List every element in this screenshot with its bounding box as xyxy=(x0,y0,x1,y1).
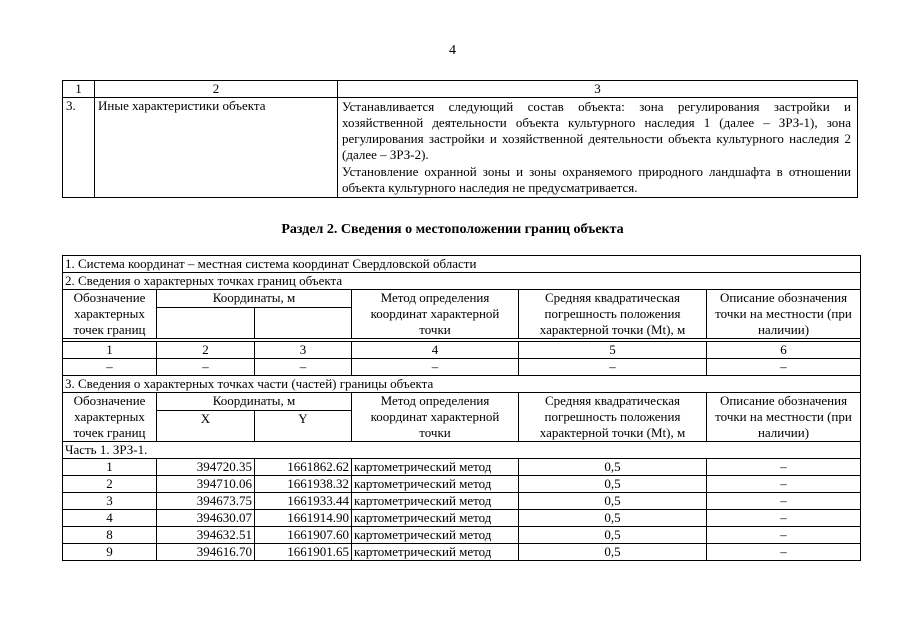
row-value xyxy=(338,98,858,198)
point-error: 0,5 xyxy=(519,544,707,561)
point-error: 0,5 xyxy=(519,476,707,493)
row-name: Иные характеристики объекта xyxy=(95,98,338,198)
table-row xyxy=(63,510,861,527)
point-x: 394710.06 xyxy=(157,476,255,493)
designation-header: Обозначение характерных точек границ xyxy=(63,393,157,442)
column-numbers-row xyxy=(63,342,861,359)
points-heading-row: 2. Сведения о характерных точках границ объекта xyxy=(63,273,861,290)
description-header: Описание обозначения точки на местности (при наличии) xyxy=(707,393,861,442)
point-y: 1661938.32 xyxy=(255,476,352,493)
point-y: 1661901.65 xyxy=(255,544,352,561)
part-label-row: Часть 1. ЗРЗ-1. xyxy=(63,442,861,459)
row-number: 3. xyxy=(63,98,95,198)
point-description: – xyxy=(707,459,861,476)
part-heading-row: 3. Сведения о характерных точках части (частей) границы объекта xyxy=(63,376,861,393)
row-paragraph: Устанавливается следующий состав объекта: зона регулирования застройки и хозяйственной деятельности объекта культурного наследия 1 (далее – ЗРЗ-1), зона регулирования застройки и хозяйственной деятельности объекта культурного наследия 2 (далее – ЗРЗ-2). xyxy=(342,99,851,162)
point-error: 0,5 xyxy=(519,459,707,476)
point-description: – xyxy=(707,527,861,544)
column-number: 6 xyxy=(707,342,861,359)
column-number: 3 xyxy=(255,342,352,359)
point-method: картометрический метод xyxy=(352,544,519,561)
point-error: 0,5 xyxy=(519,510,707,527)
point-number: 4 xyxy=(63,510,157,527)
method-header: Метод определения координат характерной точки xyxy=(352,393,519,442)
empty-data-row xyxy=(63,359,861,376)
table-row xyxy=(63,476,861,493)
point-method: картометрический метод xyxy=(352,510,519,527)
table-cell: – xyxy=(519,359,707,376)
point-x: 394616.70 xyxy=(157,544,255,561)
point-number: 8 xyxy=(63,527,157,544)
column-number: 2 xyxy=(157,342,255,359)
point-method: картометрический метод xyxy=(352,476,519,493)
page-number: 4 xyxy=(449,43,456,58)
object-characteristics-table xyxy=(62,80,858,198)
error-header: Средняя квадратическая погрешность положения характерной точки (Mt), м xyxy=(519,393,707,442)
point-description: – xyxy=(707,544,861,561)
point-x: 394720.35 xyxy=(157,459,255,476)
point-y: 1661907.60 xyxy=(255,527,352,544)
point-number: 1 xyxy=(63,459,157,476)
table-row xyxy=(63,459,861,476)
point-y: 1661933.44 xyxy=(255,493,352,510)
table-cell: – xyxy=(352,359,519,376)
table-cell: – xyxy=(255,359,352,376)
column-number: 5 xyxy=(519,342,707,359)
coordinates-header: Координаты, м xyxy=(157,393,352,411)
y-header-empty xyxy=(255,308,352,339)
section-title: Раздел 2. Сведения о местоположении границ объекта xyxy=(281,222,624,237)
point-description: – xyxy=(707,510,861,527)
table-cell: – xyxy=(157,359,255,376)
description-header: Описание обозначения точки на местности (при наличии) xyxy=(707,290,861,339)
point-method: картометрический метод xyxy=(352,527,519,544)
designation-header: Обозначение характерных точек границ xyxy=(63,290,157,339)
point-x: 394632.51 xyxy=(157,527,255,544)
y-header: Y xyxy=(255,411,352,442)
boundary-points-table xyxy=(62,255,861,561)
point-x: 394673.75 xyxy=(157,493,255,510)
table-cell: – xyxy=(707,359,861,376)
point-description: – xyxy=(707,493,861,510)
point-x: 394630.07 xyxy=(157,510,255,527)
row-paragraph: Установление охранной зоны и зоны охраняемого природного ландшафта в отношении объекта культурного наследия не предусматривается. xyxy=(342,164,851,195)
column-number: 4 xyxy=(352,342,519,359)
header-cell-2: 2 xyxy=(95,81,338,98)
point-method: картометрический метод xyxy=(352,493,519,510)
point-error: 0,5 xyxy=(519,493,707,510)
method-header: Метод определения координат характерной точки xyxy=(352,290,519,339)
table-row xyxy=(63,527,861,544)
point-error: 0,5 xyxy=(519,527,707,544)
coordinates-header: Координаты, м xyxy=(157,290,352,308)
coord-system-row: 1. Система координат – местная система координат Свердловской области xyxy=(63,256,861,273)
point-y: 1661862.62 xyxy=(255,459,352,476)
x-header: X xyxy=(157,411,255,442)
point-y: 1661914.90 xyxy=(255,510,352,527)
table-header-row xyxy=(63,81,858,98)
point-description: – xyxy=(707,476,861,493)
table-cell: – xyxy=(63,359,157,376)
header-cell-1: 1 xyxy=(63,81,95,98)
header-cell-3: 3 xyxy=(338,81,858,98)
table-row xyxy=(63,493,861,510)
point-number: 3 xyxy=(63,493,157,510)
table-row xyxy=(63,98,858,198)
column-number: 1 xyxy=(63,342,157,359)
point-number: 2 xyxy=(63,476,157,493)
point-number: 9 xyxy=(63,544,157,561)
error-header: Средняя квадратическая погрешность положения характерной точки (Mt), м xyxy=(519,290,707,339)
point-method: картометрический метод xyxy=(352,459,519,476)
table-row xyxy=(63,544,861,561)
x-header-empty xyxy=(157,308,255,339)
